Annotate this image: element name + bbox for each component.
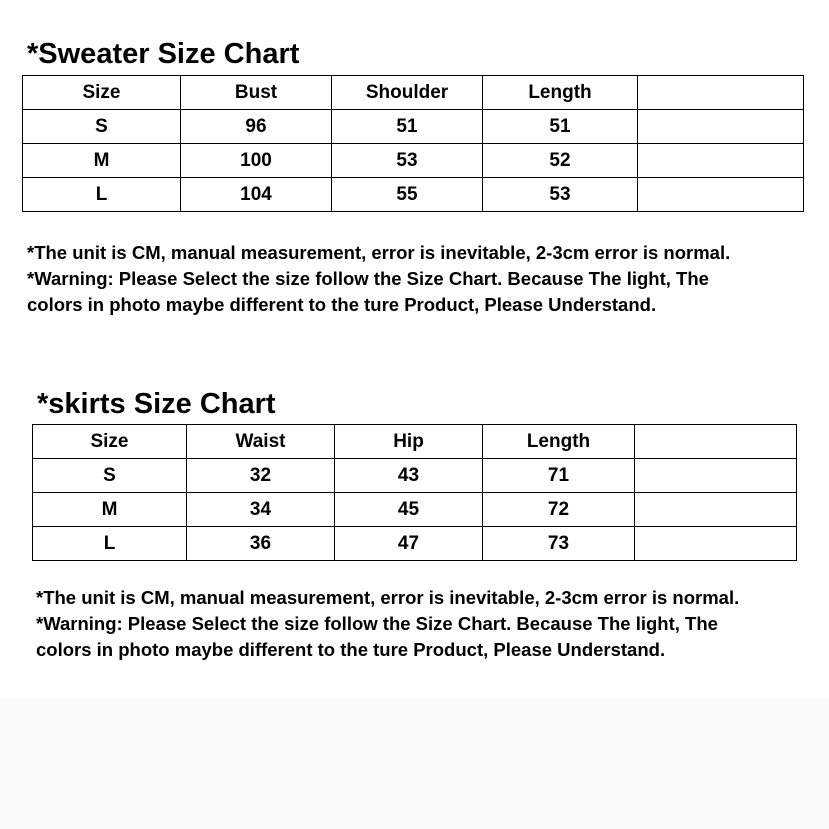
table-row (33, 459, 797, 493)
sweater-chart-title: *Sweater Size Chart (27, 38, 300, 70)
table-header-row (23, 76, 804, 110)
table-cell: 53 (332, 144, 483, 178)
table-cell: S (23, 110, 181, 144)
table-row (33, 493, 797, 527)
table-cell: S (33, 459, 187, 493)
table-cell: 51 (332, 110, 483, 144)
table-cell (635, 459, 797, 493)
header-cell: Bust (181, 76, 332, 110)
table-cell: 52 (483, 144, 638, 178)
skirts-size-table (32, 424, 797, 561)
table-cell: 100 (181, 144, 332, 178)
warning-note: *Warning: Please Select the size follow the Size Chart. Because The light, The (27, 268, 709, 289)
warning-note-continued: colors in photo maybe different to the ture Product, Please Understand. (36, 639, 666, 660)
header-cell: Length (483, 425, 635, 459)
table-cell: 96 (181, 110, 332, 144)
table-cell (638, 144, 804, 178)
header-cell: Size (23, 76, 181, 110)
unit-note: *The unit is CM, manual measurement, error is inevitable, 2-3cm error is normal. (36, 587, 740, 608)
table-row (23, 144, 804, 178)
table-cell: 43 (335, 459, 483, 493)
header-cell: Length (483, 76, 638, 110)
table-cell: 73 (483, 527, 635, 561)
table-row (23, 110, 804, 144)
table-cell: 45 (335, 493, 483, 527)
table-cell: 72 (483, 493, 635, 527)
sweater-notes (27, 240, 730, 318)
table-row (33, 527, 797, 561)
header-cell: Hip (335, 425, 483, 459)
table-cell (638, 110, 804, 144)
table-header-row (33, 425, 797, 459)
skirts-notes (36, 585, 739, 663)
table-cell: 47 (335, 527, 483, 561)
header-cell: Size (33, 425, 187, 459)
warning-note: *Warning: Please Select the size follow the Size Chart. Because The light, The (36, 613, 718, 634)
table-cell (635, 493, 797, 527)
table-cell: M (23, 144, 181, 178)
skirts-chart-title: *skirts Size Chart (37, 388, 276, 420)
table-row (23, 178, 804, 212)
table-cell: 51 (483, 110, 638, 144)
table-cell: L (33, 527, 187, 561)
header-cell (638, 76, 804, 110)
table-cell (638, 178, 804, 212)
warning-note-continued: colors in photo maybe different to the ture Product, Please Understand. (27, 294, 657, 315)
table-cell: 53 (483, 178, 638, 212)
header-cell: Shoulder (332, 76, 483, 110)
table-cell (635, 527, 797, 561)
table-cell: 71 (483, 459, 635, 493)
table-cell: 32 (187, 459, 335, 493)
table-cell: 104 (181, 178, 332, 212)
sweater-size-table (22, 75, 804, 212)
header-cell: Waist (187, 425, 335, 459)
table-cell: 36 (187, 527, 335, 561)
table-cell: L (23, 178, 181, 212)
table-cell: 55 (332, 178, 483, 212)
header-cell (635, 425, 797, 459)
table-cell: 34 (187, 493, 335, 527)
table-cell: M (33, 493, 187, 527)
unit-note: *The unit is CM, manual measurement, error is inevitable, 2-3cm error is normal. (27, 242, 731, 263)
